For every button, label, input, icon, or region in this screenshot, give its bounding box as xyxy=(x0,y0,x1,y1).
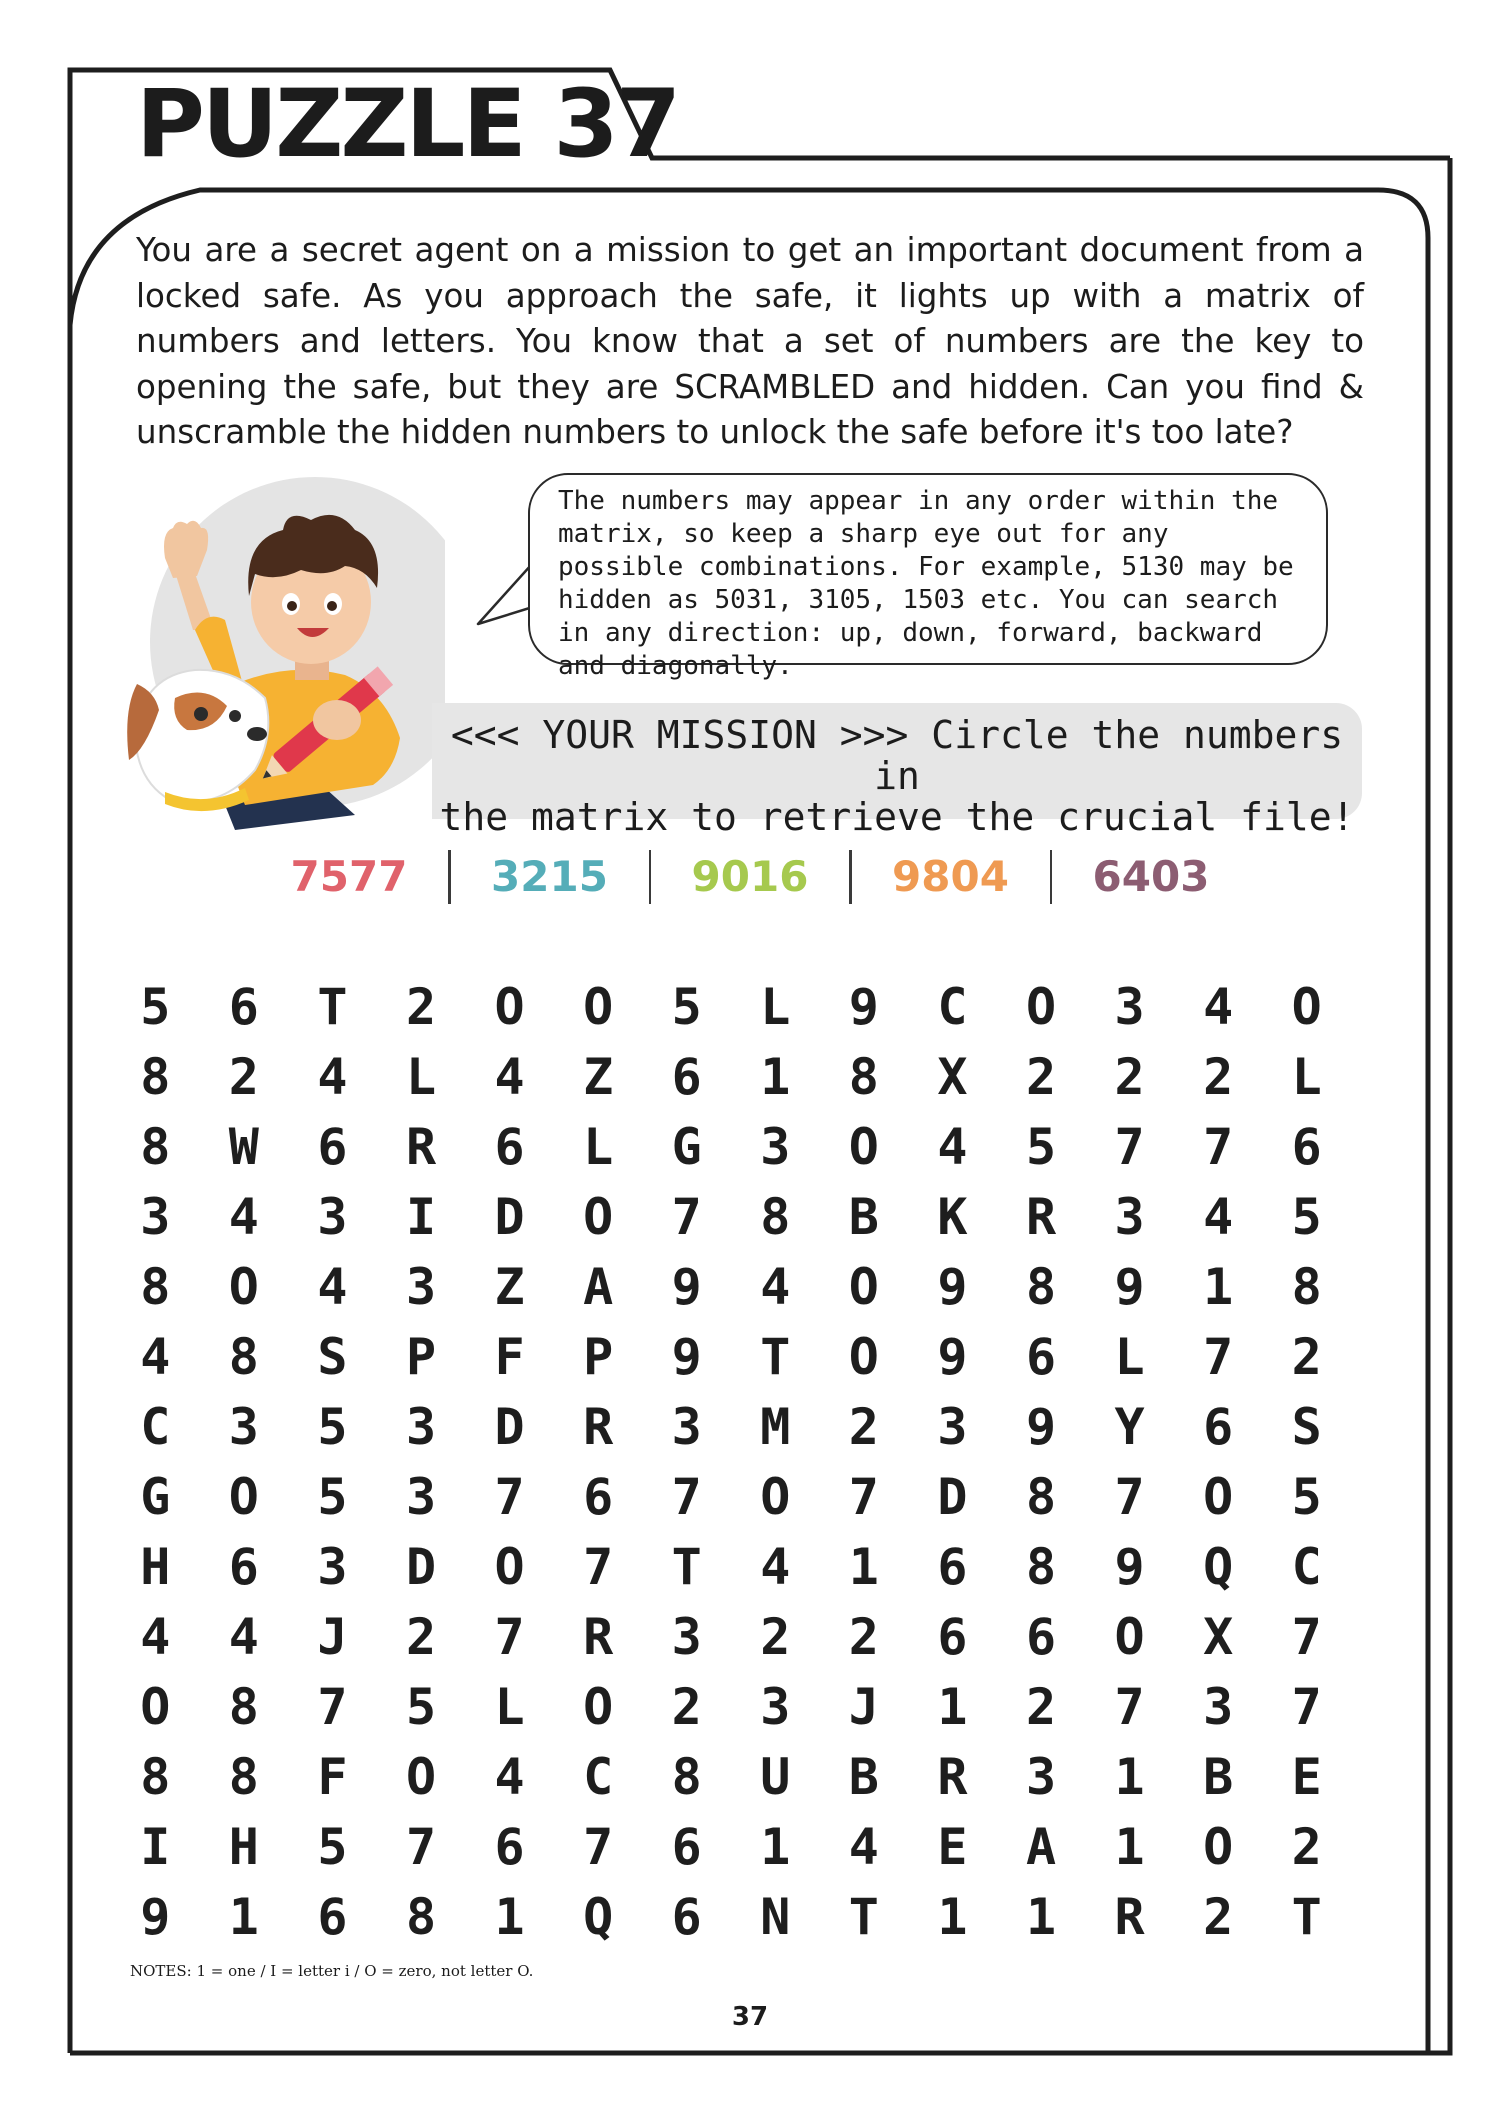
matrix-cell[interactable]: 8 xyxy=(228,1748,259,1806)
matrix-cell[interactable]: W xyxy=(228,1118,259,1176)
matrix-cell[interactable]: 3 xyxy=(1114,1188,1145,1246)
matrix-cell[interactable]: H xyxy=(228,1818,259,1876)
matrix-cell[interactable]: 5 xyxy=(671,978,702,1036)
key-number: 7577 xyxy=(290,852,408,901)
matrix-cell[interactable]: Y xyxy=(1114,1398,1145,1456)
hint-text: The numbers may appear in any order within the matrix, so keep a sharp eye out for any possible combinations. For example, 5130 may be hidden as 5031, 3105, 1503 etc. You can search in any direction: up, down, forward, backward and diagonally. xyxy=(558,486,1294,681)
mission-line-2: the matrix to retrieve the crucial file! xyxy=(439,795,1355,839)
key-separator xyxy=(649,850,652,904)
matrix-cell[interactable]: 7 xyxy=(1203,1328,1234,1386)
matrix-cell[interactable]: 6 xyxy=(228,978,259,1036)
matrix-cell[interactable]: 6 xyxy=(583,1468,614,1526)
matrix-cell[interactable]: 1 xyxy=(760,1818,791,1876)
matrix-cell[interactable]: 4 xyxy=(317,1258,348,1316)
matrix-cell[interactable]: 1 xyxy=(937,1678,968,1736)
matrix-cell[interactable]: 8 xyxy=(228,1328,259,1386)
key-number: 9804 xyxy=(892,852,1009,901)
matrix-cell[interactable]: 5 xyxy=(140,978,171,1036)
matrix-cell[interactable]: 3 xyxy=(671,1608,702,1666)
matrix-cell[interactable]: 9 xyxy=(848,978,879,1036)
matrix-cell[interactable]: D xyxy=(494,1398,525,1456)
matrix-cell[interactable]: 2 xyxy=(405,1608,437,1666)
matrix-cell[interactable]: 6 xyxy=(494,1118,525,1176)
matrix-cell[interactable]: 9 xyxy=(671,1328,702,1386)
mission-line-1: <<< YOUR MISSION >>> Circle the numbers in xyxy=(450,713,1344,798)
matrix-cell[interactable]: A xyxy=(583,1258,614,1316)
matrix-cell[interactable]: D xyxy=(494,1188,525,1246)
matrix-cell[interactable]: O xyxy=(228,1258,259,1316)
matrix-cell[interactable]: 3 xyxy=(760,1678,791,1736)
matrix-cell[interactable]: 1 xyxy=(848,1538,879,1596)
matrix-cell[interactable]: 7 xyxy=(583,1818,614,1876)
matrix-cell[interactable]: 8 xyxy=(140,1258,171,1316)
matrix-cell[interactable]: O xyxy=(228,1468,259,1526)
matrix-cell[interactable]: P xyxy=(405,1328,437,1386)
matrix-cell[interactable]: O xyxy=(583,1188,614,1246)
matrix-cell[interactable]: 2 xyxy=(228,1048,259,1106)
matrix-cell[interactable]: 9 xyxy=(140,1888,171,1946)
page-title: PUZZLE 37 xyxy=(136,70,679,179)
speech-bubble xyxy=(528,473,1328,681)
matrix-cell[interactable]: 8 xyxy=(1291,1258,1322,1316)
matrix-cell[interactable]: 6 xyxy=(671,1048,702,1106)
matrix-cell[interactable]: 7 xyxy=(583,1538,614,1596)
matrix-cell[interactable]: R xyxy=(937,1748,968,1806)
matrix-cell[interactable]: R xyxy=(1114,1888,1145,1946)
matrix-cell[interactable]: 6 xyxy=(671,1818,702,1876)
matrix-cell[interactable]: C xyxy=(937,978,968,1036)
matrix-cell[interactable]: 7 xyxy=(1114,1678,1145,1736)
matrix-cell[interactable]: 4 xyxy=(760,1258,791,1316)
puzzle-matrix xyxy=(111,972,1351,1952)
intro-paragraph: You are a secret agent on a mission to get an important document from a locked safe. As you approach the safe, it lights up with a matrix of numbers and letters. You know that a set of numbers are the key to opening the safe, but they are SCRAMBLED and hidden. Can you find & unscramble the hidden numbers to unlock the safe before it's too late? xyxy=(136,231,1364,451)
page-number: 37 xyxy=(731,2002,769,2032)
matrix-cell[interactable]: 4 xyxy=(140,1608,171,1666)
matrix-cell[interactable]: 2 xyxy=(1025,1678,1057,1736)
matrix-cell[interactable]: C xyxy=(1291,1538,1322,1596)
matrix-cell[interactable]: 9 xyxy=(1025,1398,1057,1456)
matrix-cell[interactable]: 1 xyxy=(760,1048,791,1106)
matrix-cell[interactable]: 8 xyxy=(1025,1258,1057,1316)
matrix-cell[interactable]: 1 xyxy=(1114,1748,1145,1806)
matrix-cell[interactable]: 3 xyxy=(760,1118,791,1176)
matrix-cell[interactable]: 6 xyxy=(317,1118,348,1176)
matrix-cell[interactable]: 1 xyxy=(1025,1888,1057,1946)
matrix-cell[interactable]: 2 xyxy=(1114,1048,1145,1106)
matrix-cell[interactable]: K xyxy=(937,1188,968,1246)
matrix-cell[interactable]: O xyxy=(760,1468,791,1526)
key-numbers xyxy=(270,846,1230,908)
matrix-cell[interactable]: 6 xyxy=(1025,1328,1057,1386)
matrix-cell[interactable]: 7 xyxy=(1203,1118,1234,1176)
matrix-cell[interactable]: 5 xyxy=(1025,1118,1057,1176)
matrix-cell[interactable]: 8 xyxy=(1025,1538,1057,1596)
matrix-cell[interactable]: 8 xyxy=(140,1748,171,1806)
matrix-cell[interactable]: O xyxy=(405,1748,437,1806)
matrix-cell[interactable]: 4 xyxy=(317,1048,348,1106)
matrix-cell[interactable]: 6 xyxy=(1203,1398,1234,1456)
matrix-cell[interactable]: F xyxy=(317,1748,348,1806)
matrix-cell[interactable]: H xyxy=(140,1538,171,1596)
matrix-cell[interactable]: L xyxy=(1291,1048,1322,1106)
matrix-cell[interactable]: O xyxy=(848,1328,879,1386)
matrix-cell[interactable]: 8 xyxy=(405,1888,437,1946)
matrix-cell[interactable]: R xyxy=(583,1608,614,1666)
matrix-cell[interactable]: J xyxy=(848,1678,879,1736)
matrix-cell[interactable]: F xyxy=(494,1328,525,1386)
matrix-cell[interactable]: 6 xyxy=(671,1888,702,1946)
matrix-cell[interactable]: N xyxy=(760,1888,791,1946)
matrix-cell[interactable]: 1 xyxy=(937,1888,968,1946)
matrix-cell[interactable]: 7 xyxy=(671,1188,702,1246)
matrix-cell[interactable]: 9 xyxy=(671,1258,702,1316)
matrix-cell[interactable]: 9 xyxy=(937,1258,968,1316)
matrix-cell[interactable]: 4 xyxy=(760,1538,791,1596)
matrix-cell[interactable]: 5 xyxy=(317,1398,348,1456)
matrix-cell[interactable]: 4 xyxy=(140,1328,171,1386)
matrix-cell[interactable]: 9 xyxy=(937,1328,968,1386)
matrix-cell[interactable]: I xyxy=(140,1818,171,1876)
matrix-cell[interactable]: 9 xyxy=(1114,1538,1145,1596)
matrix-cell[interactable]: 2 xyxy=(1025,1048,1057,1106)
matrix-cell[interactable]: 6 xyxy=(937,1538,968,1596)
matrix-cell[interactable]: L xyxy=(760,978,791,1036)
matrix-cell[interactable]: 2 xyxy=(1203,1888,1234,1946)
matrix-cell[interactable]: S xyxy=(1291,1398,1322,1456)
matrix-cell[interactable]: X xyxy=(937,1048,968,1106)
matrix-cell[interactable]: 3 xyxy=(405,1398,437,1456)
key-separator xyxy=(1050,850,1053,904)
matrix-cell[interactable]: T xyxy=(671,1538,702,1596)
matrix-cell[interactable]: 3 xyxy=(405,1258,437,1316)
matrix-cell[interactable]: 3 xyxy=(1025,1748,1057,1806)
key-number: 3215 xyxy=(491,852,608,901)
key-number: 6403 xyxy=(1092,852,1210,901)
matrix-cell[interactable]: J xyxy=(317,1608,348,1666)
matrix-cell[interactable]: 4 xyxy=(494,1748,525,1806)
matrix-cell[interactable]: O xyxy=(1114,1608,1145,1666)
matrix-cell[interactable]: Q xyxy=(1203,1538,1234,1596)
matrix-cell[interactable]: 3 xyxy=(671,1398,702,1456)
matrix-cell[interactable]: 5 xyxy=(317,1468,348,1526)
matrix-cell[interactable]: 7 xyxy=(405,1818,437,1876)
matrix-cell[interactable]: O xyxy=(140,1678,171,1736)
matrix-cell[interactable]: 6 xyxy=(937,1608,968,1666)
matrix-cell[interactable]: X xyxy=(1203,1608,1234,1666)
matrix-cell[interactable]: O xyxy=(1025,978,1057,1036)
matrix-cell[interactable]: 8 xyxy=(760,1188,791,1246)
matrix-cell[interactable]: 5 xyxy=(1291,1468,1322,1526)
matrix-cell[interactable]: 1 xyxy=(1203,1258,1234,1316)
matrix-cell[interactable]: 1 xyxy=(1114,1818,1145,1876)
matrix-cell[interactable]: 8 xyxy=(140,1048,171,1106)
matrix-cell[interactable]: L xyxy=(494,1678,525,1736)
matrix-cell[interactable]: U xyxy=(760,1748,791,1806)
boy-and-dog-illustration xyxy=(115,470,445,840)
matrix-cell[interactable]: L xyxy=(405,1048,437,1106)
matrix-cell[interactable]: T xyxy=(1291,1888,1322,1946)
matrix-cell[interactable]: 5 xyxy=(317,1818,348,1876)
matrix-cell[interactable]: C xyxy=(140,1398,171,1456)
matrix-cell[interactable]: 7 xyxy=(317,1678,348,1736)
matrix-cell[interactable]: T xyxy=(848,1888,879,1946)
matrix-cell[interactable]: 7 xyxy=(848,1468,879,1526)
matrix-cell[interactable]: 3 xyxy=(1114,978,1145,1036)
matrix-cell[interactable]: M xyxy=(760,1398,791,1456)
matrix-cell[interactable]: 8 xyxy=(671,1748,702,1806)
matrix-cell[interactable]: O xyxy=(494,1538,525,1596)
matrix-cell[interactable]: O xyxy=(583,978,614,1036)
matrix-cell[interactable]: 4 xyxy=(1203,1188,1234,1246)
key-separator xyxy=(448,850,451,904)
matrix-cell[interactable]: 3 xyxy=(140,1188,171,1246)
matrix-cell[interactable]: 8 xyxy=(1025,1468,1057,1526)
matrix-cell[interactable]: 1 xyxy=(228,1888,259,1946)
matrix-cell[interactable]: 4 xyxy=(937,1118,968,1176)
matrix-cell[interactable]: 8 xyxy=(140,1118,171,1176)
matrix-cell[interactable]: 6 xyxy=(1291,1118,1322,1176)
matrix-cell[interactable]: 5 xyxy=(1291,1188,1322,1246)
matrix-cell[interactable]: 3 xyxy=(405,1468,437,1526)
matrix-cell[interactable]: 2 xyxy=(760,1608,791,1666)
matrix-cell[interactable]: 3 xyxy=(228,1398,259,1456)
matrix-cell[interactable]: 4 xyxy=(228,1608,259,1666)
mission-banner xyxy=(432,703,1362,839)
matrix-cell[interactable]: O xyxy=(1203,1468,1234,1526)
matrix-cell[interactable]: O xyxy=(1203,1818,1234,1876)
matrix-cell[interactable]: B xyxy=(848,1748,879,1806)
matrix-cell[interactable]: R xyxy=(405,1118,437,1176)
matrix-cell[interactable]: 6 xyxy=(317,1888,348,1946)
matrix-cell[interactable]: 4 xyxy=(228,1188,259,1246)
matrix-cell[interactable]: O xyxy=(848,1118,879,1176)
matrix-cell[interactable]: C xyxy=(583,1748,614,1806)
matrix-cell[interactable]: S xyxy=(317,1328,348,1386)
matrix-cell[interactable]: 2 xyxy=(848,1608,879,1666)
matrix-cell[interactable]: R xyxy=(583,1398,614,1456)
matrix-cell[interactable]: Z xyxy=(494,1258,525,1316)
matrix-cell[interactable]: O xyxy=(583,1678,614,1736)
matrix-cell[interactable]: 2 xyxy=(671,1678,702,1736)
matrix-cell[interactable]: A xyxy=(1025,1818,1057,1876)
matrix-cell[interactable]: 7 xyxy=(494,1468,525,1526)
matrix-cell[interactable]: 1 xyxy=(494,1888,525,1946)
matrix-cell[interactable]: O xyxy=(1291,978,1322,1036)
matrix-cell[interactable]: L xyxy=(583,1118,614,1176)
matrix-cell[interactable]: T xyxy=(760,1328,791,1386)
matrix-cell[interactable]: 2 xyxy=(848,1398,879,1456)
matrix-cell[interactable]: G xyxy=(140,1468,171,1526)
matrix-cell[interactable]: 6 xyxy=(1025,1608,1057,1666)
notes: NOTES: 1 = one / I = letter i / O = zero, not letter O. xyxy=(130,1962,534,1980)
matrix-cell[interactable]: G xyxy=(671,1118,702,1176)
matrix-cell[interactable]: 5 xyxy=(405,1678,437,1736)
matrix-cell[interactable]: E xyxy=(1291,1748,1322,1806)
matrix-cell[interactable]: 4 xyxy=(1203,978,1234,1036)
matrix-cell[interactable]: T xyxy=(317,978,348,1036)
matrix-cell[interactable]: 7 xyxy=(1291,1678,1322,1736)
matrix-cell[interactable]: 7 xyxy=(1291,1608,1322,1666)
matrix-cell[interactable]: 8 xyxy=(848,1048,879,1106)
matrix-cell[interactable]: 6 xyxy=(494,1818,525,1876)
matrix-cell[interactable]: 7 xyxy=(494,1608,525,1666)
matrix-cell[interactable]: 2 xyxy=(405,978,437,1036)
matrix-cell[interactable]: 3 xyxy=(317,1188,348,1246)
matrix-cell[interactable]: O xyxy=(848,1258,879,1316)
matrix-cell[interactable]: B xyxy=(1203,1748,1234,1806)
matrix-cell[interactable]: 9 xyxy=(1114,1258,1145,1316)
matrix-cell[interactable]: 7 xyxy=(671,1468,702,1526)
matrix-cell[interactable]: 7 xyxy=(1114,1118,1145,1176)
matrix-cell[interactable]: D xyxy=(405,1538,437,1596)
matrix-cell[interactable]: P xyxy=(583,1328,614,1386)
matrix-cell[interactable]: 4 xyxy=(848,1818,879,1876)
matrix-cell[interactable]: 4 xyxy=(494,1048,525,1106)
matrix-cell[interactable]: I xyxy=(405,1188,437,1246)
matrix-cell[interactable]: Z xyxy=(583,1048,614,1106)
matrix-cell[interactable]: R xyxy=(1025,1188,1057,1246)
matrix-cell[interactable]: L xyxy=(1114,1328,1145,1386)
matrix-cell[interactable]: 8 xyxy=(228,1678,259,1736)
matrix-cell[interactable]: D xyxy=(937,1468,968,1526)
matrix-cell[interactable]: Q xyxy=(583,1888,614,1946)
matrix-cell[interactable]: 6 xyxy=(228,1538,259,1596)
matrix-cell[interactable]: 3 xyxy=(937,1398,968,1456)
matrix-cell[interactable]: O xyxy=(494,978,525,1036)
matrix-cell[interactable]: 3 xyxy=(1203,1678,1234,1736)
matrix-cell[interactable]: E xyxy=(937,1818,968,1876)
matrix-cell[interactable]: 7 xyxy=(1114,1468,1145,1526)
matrix-cell[interactable]: 2 xyxy=(1203,1048,1234,1106)
key-number: 9016 xyxy=(691,852,809,901)
key-separator xyxy=(849,850,852,904)
matrix-cell[interactable]: 3 xyxy=(317,1538,348,1596)
matrix-cell[interactable]: B xyxy=(848,1188,879,1246)
matrix-cell[interactable]: 2 xyxy=(1291,1818,1322,1876)
matrix-cell[interactable]: 2 xyxy=(1291,1328,1322,1386)
